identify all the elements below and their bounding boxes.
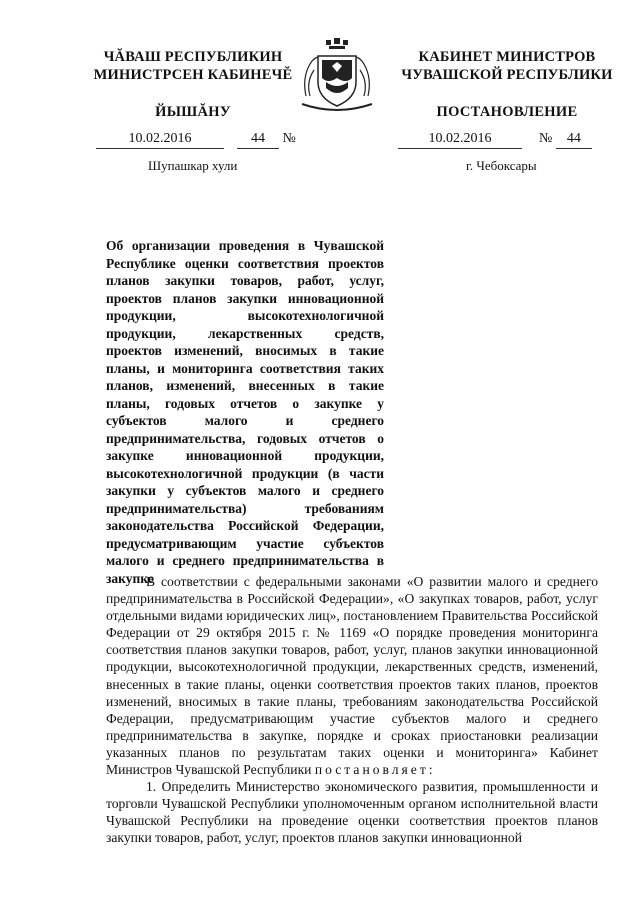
header-right [372,48,640,84]
doctype-left: ЙЫШĂНУ [155,104,231,120]
number-sign-right: № [539,131,553,146]
number-row-left [96,130,296,149]
body-paragraph-2: 1. Определить Министерство экономического развития, промышленности и торговли Чувашской Республики уполномоченным органом исполнительной власти Чувашской Республики на проведение оценки соответствия проектов планов закупки товаров, работ, услуг, проектов планов закупки инновационной [106,779,598,846]
coat-of-arms-emblem [296,38,378,112]
place-right: г. Чебоксары [466,158,537,173]
header-left [58,48,328,84]
doc-number-right: 44 [556,130,592,149]
paragraph-1-text: В соответствии с федеральными законами «О развитии малого и среднего предпринимательства в Российской Федерации», «О закупках товаров, работ, услуг отдельными видами юридических лиц», постановлением Правительства Российской Федерации от 29 октября 2015 г. № 1169 «О порядке проведения мониторинга соответствия планов закупки товаров, работ, услуг, планов закупки инновационной продукции, высокотехнологичной продукции, лекарственных средств, изменений, внесенных в такие планы, оценки соответствия проектов таких планов, проектов изменений, вносимых в такие планы, требованиям законодательства Российской Федерации, предусматривающим участие субъектов малого и среднего предпринимательства в закупке, порядке и сроках приостановки реализации указанных планов по результатам таких оценки и мониторинга» Кабинет Министров Чувашской Республики [106,574,598,778]
doctype-right: ПОСТАНОВЛЕНИЕ [436,104,578,120]
header-right-line2: ЧУВАШСКОЙ РЕСПУБЛИКИ [401,67,613,83]
header-left-line2: МИНИСТРСЕН КАБИНЕЧĔ [93,67,293,83]
paragraph-1-action: постановляет: [314,762,436,778]
place-left: Шупашкар хули [148,158,238,173]
number-sign-left: № [282,131,296,146]
date-left: 10.02.2016 [96,130,224,149]
date-right: 10.02.2016 [398,130,522,149]
header-right-line1: КАБИНЕТ МИНИСТРОВ [418,49,596,65]
number-row-right [398,130,592,149]
header-left-line1: ЧĂВАШ РЕСПУБЛИКИН [103,49,283,65]
body-paragraph-1 [106,573,598,778]
document-title: Об организации проведения в Чувашской Республике оценки соответствия проектов планов закупки товаров, работ, услуг, проектов планов закупки инновационной продукции, высокотехнологичной продукции, лекарственных средств, проектов изменений, вносимых в такие планы, и мониторинга соответствия таких планов, изменений, внесенных в такие планы, годовых отчетов о закупке у субъектов малого и среднего предпринимательства, годовых отчетов о закупке инновационной продукции, высокотехнологичной продукции (в части закупки у субъектов малого и среднего предпринимательства) требованиям законодательства Российской Федерации, предусматривающим участие субъектов малого и среднего предпринимательства в закупке [106,238,384,586]
document-body [106,573,598,847]
doc-number-left: 44 [237,130,279,149]
